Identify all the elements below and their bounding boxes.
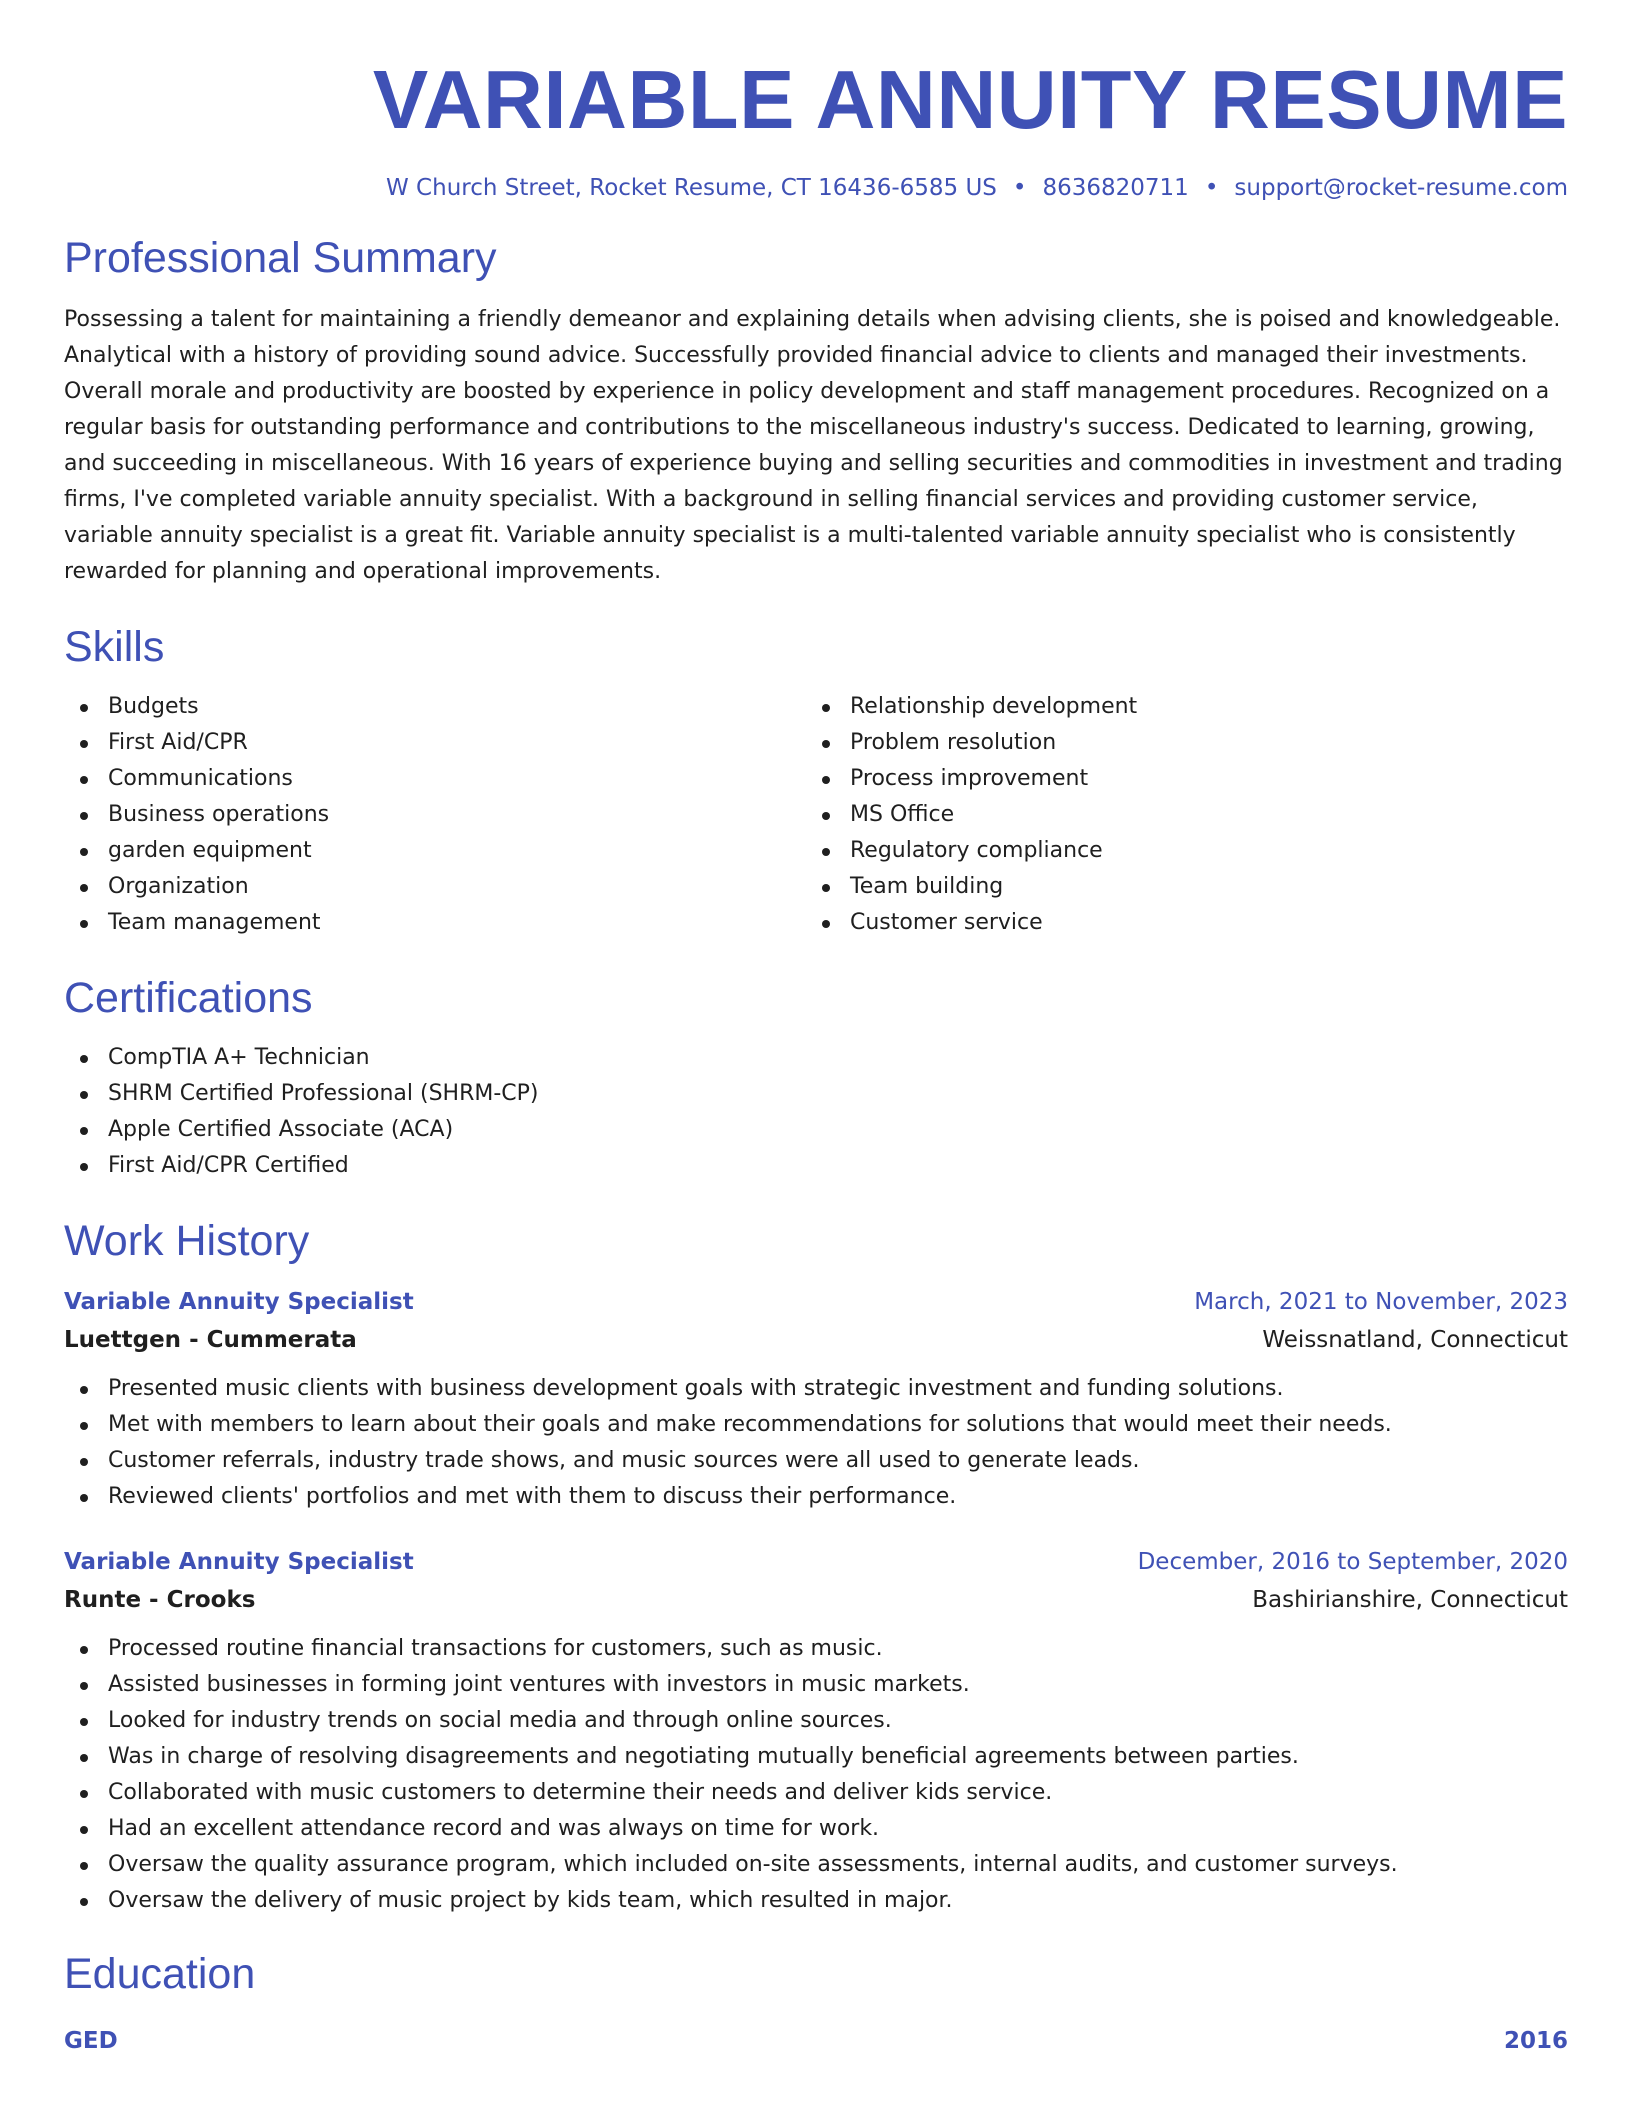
skill-item: Organization [64,869,806,905]
job-entry [64,1283,1568,1515]
skill-item: Process improvement [806,761,1548,797]
job-bullet: Assisted businesses in forming joint ventures with investors in music markets. [64,1667,1568,1703]
contact-separator: • [1012,175,1027,201]
education-year: 2016 [1503,2028,1568,2054]
skill-item: Relationship development [806,689,1548,725]
certifications-list [64,1040,1568,1184]
certification-item: SHRM Certified Professional (SHRM-CP) [64,1076,1568,1112]
contact-phone: 8636820711 [1042,175,1189,201]
job-company: Runte - Crooks [64,1587,256,1613]
job-bullet: Oversaw the delivery of music project by kids team, which resulted in major. [64,1883,1568,1919]
resume-title: VARIABLE ANNUITY RESUME [372,53,1568,146]
skills-left-list [64,689,806,941]
skill-item: Communications [64,761,806,797]
job-bullet: Was in charge of resolving disagreements and negotiating mutually beneficial agreements between parties. [64,1739,1568,1775]
skill-item: MS Office [806,797,1548,833]
job-bullet: Processed routine financial transactions for customers, such as music. [64,1631,1568,1667]
job-location: Weissnatland, Connecticut [1262,1327,1568,1353]
job-bullet: Collaborated with music customers to determine their needs and deliver kids service. [64,1775,1568,1811]
job-bullet: Customer referrals, industry trade shows, and music sources were all used to generate leads. [64,1443,1568,1479]
certification-item: First Aid/CPR Certified [64,1148,1568,1184]
summary-heading: Professional Summary [64,234,497,282]
skills-grid [64,689,1568,941]
job-company: Luettgen - Cummerata [64,1327,357,1353]
work-heading: Work History [64,1217,310,1265]
job-bullet: Met with members to learn about their goals and make recommendations for solutions that would meet their needs. [64,1407,1568,1443]
education-entry [64,2026,1568,2056]
job-dates: December, 2016 to September, 2020 [1137,1549,1568,1575]
job-bullet: Presented music clients with business development goals with strategic investment and funding solutions. [64,1371,1568,1407]
skill-item: Team building [806,869,1548,905]
job-bullets [64,1631,1568,1919]
job-subheader [64,1321,1568,1359]
skill-item: Customer service [806,905,1548,941]
job-location: Bashirianshire, Connecticut [1252,1587,1568,1613]
skill-item: Business operations [64,797,806,833]
education-heading: Education [64,1950,256,1998]
job-title: Variable Annuity Specialist [64,1549,414,1575]
certifications-heading: Certifications [64,974,313,1022]
certification-item: CompTIA A+ Technician [64,1040,1568,1076]
education-degree: GED [64,2028,118,2054]
job-entry [64,1543,1568,1919]
skills-right-list [806,689,1548,941]
job-title: Variable Annuity Specialist [64,1289,414,1315]
contact-separator: • [1204,175,1219,201]
job-bullet: Looked for industry trends on social media and through online sources. [64,1703,1568,1739]
certification-item: Apple Certified Associate (ACA) [64,1112,1568,1148]
skill-item: Regulatory compliance [806,833,1548,869]
job-header [64,1283,1568,1321]
skill-item: First Aid/CPR [64,725,806,761]
skill-item: Budgets [64,689,806,725]
skill-item: garden equipment [64,833,806,869]
job-header [64,1543,1568,1581]
job-bullet: Reviewed clients' portfolios and met with them to discuss their performance. [64,1479,1568,1515]
skills-heading: Skills [64,623,165,671]
summary-text: Possessing a talent for maintaining a friendly demeanor and explaining details when advising clients, she is poised and knowledgeable. Analytical with a history of providing sound advice. Successfully provided financial advice to clients and managed their investments. Overall morale and productivity are boosted by experience in policy development and staff management procedures. Recognized on a regular basis for outstanding performance and contributions to the miscellaneous industry's success. Dedicated to learning, growing, and succeeding in miscellaneous. With 16 years of experience buying and selling securities and commodities in investment and trading firms, I've completed variable annuity specialist. With a background in selling financial services and providing customer service, variable annuity specialist is a great fit. Variable annuity specialist is a multi-talented variable annuity specialist who is consistently rewarded for planning and operational improvements. [64,307,1563,584]
skill-item: Problem resolution [806,725,1548,761]
contact-address: W Church Street, Rocket Resume, CT 16436-6585 US [386,175,997,201]
skill-item: Team management [64,905,806,941]
job-bullet: Had an excellent attendance record and was always on time for work. [64,1811,1568,1847]
contact-email: support@rocket-resume.com [1234,175,1568,201]
job-bullet: Oversaw the quality assurance program, which included on-site assessments, internal audits, and customer surveys. [64,1847,1568,1883]
contact-line [64,175,1568,201]
job-subheader [64,1581,1568,1619]
job-bullets [64,1371,1568,1515]
job-dates: March, 2021 to November, 2023 [1194,1289,1568,1315]
